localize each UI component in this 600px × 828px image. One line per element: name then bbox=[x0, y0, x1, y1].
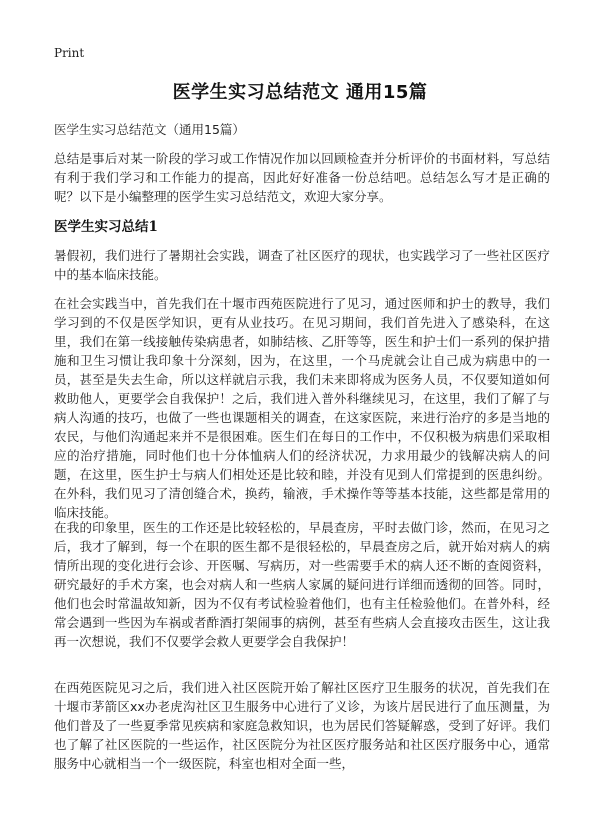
print-link[interactable]: Print bbox=[54, 46, 85, 60]
document-subtitle: 医学生实习总结范文（通用15篇） bbox=[54, 122, 245, 137]
section-heading: 医学生实习总结1 bbox=[54, 219, 158, 235]
body-paragraph-1: 暑假初，我们进行了暑期社会实践，调查了社区医疗的现状，也实践学习了一些社区医疗中的基本临床技能。 bbox=[54, 248, 550, 282]
intro-paragraph: 总结是事后对某一阶段的学习或工作情况作加以回顾检查并分析评价的书面材料，写总结有利于我们学习和工作能力的提高，因此好好准备一份总结吧。总结怎么写才是正确的呢？以下是小编整理的医学生实习总结范文，欢迎大家分享。 bbox=[54, 151, 550, 204]
body-paragraph-4: 在西苑医院见习之后，我们进入社区医院开始了解社区医疗卫生服务的状况，首先我们在十堰市茅箭区xx办老虎沟社区卫生服务中心进行了义诊，为该片居民进行了血压测量，为他们普及了一些夏季常见疾病和家庭急救知识，也为居民们答疑解惑，受到了好评。我们也了解了社区医院的一些运作，社区医院分为社区医疗服务站和社区医疗服务中心，通常服务中心就相当一个一级医院，科室也相对全面一些， bbox=[54, 680, 550, 771]
body-paragraph-3: 在我的印象里，医生的工作还是比较轻松的，早晨查房，平时去做门诊，然而，在见习之后，我才了解到，每一个在职的医生都不是很轻松的，早晨查房之后，就开始对病人的病情所出现的变化进行会诊、开医嘱、写病历，对一些需要手术的病人还不断的查阅资料，研究最好的手术方案，也会对病人和一些病人家属的疑问进行详细而透彻的回答。同时，他们也会时常温故知新，因为不仅有考试检验着他们，也有主任检验他们。在普外科，经常会遇到一些因为车祸或者酢酒打架闹事的病例，甚至有些病人会直接攻击医生，这让我再一次想说，我们不仅要学会救人更要学会自我保护！ bbox=[54, 520, 550, 649]
page-title: 医学生实习总结范文 通用15篇 bbox=[172, 82, 428, 103]
body-paragraph-2: 在社会实践当中，首先我们在十堰市西苑医院进行了见习，通过医师和护士的教导，我们学习到的不仅是医学知识，更有从业技巧。在见习期间，我们首先进入了感染科，在这里，我们在第一线接触传染病患者，如肺结核、乙肝等等，医生和护士们一系列的保护措施和卫生习惯让我印象十分深刻，因为，在这里，一个马虎就会让自己成为病患中的一员，甚至是失去生命，所以这样就启示我，我们未来即将成为医务人员，不仅要知道如何救助他人，更要学会自我保护！之后，我们进入普外科继续见习，在这里，我们了解了与病人沟通的技巧，也做了一些也课题相关的调查，在这家医院，来进行治疗的多是当地的农民，与他们沟通起来并不是很困难。医生们在每日的工作中，不仅积极为病患们采取相应的治疗措施，同时他们也十分体恤病人们的经济状况，力求用最少的钱解决病人的问题，在这里，医生护士与病人们相处还是比较和睦，并没有见到人们常提到的医患纠纷。在外科，我们见习了清创缝合术，换药，输液，手术操作等等基本技能，这些都是常用的临床技能。 bbox=[54, 296, 550, 520]
